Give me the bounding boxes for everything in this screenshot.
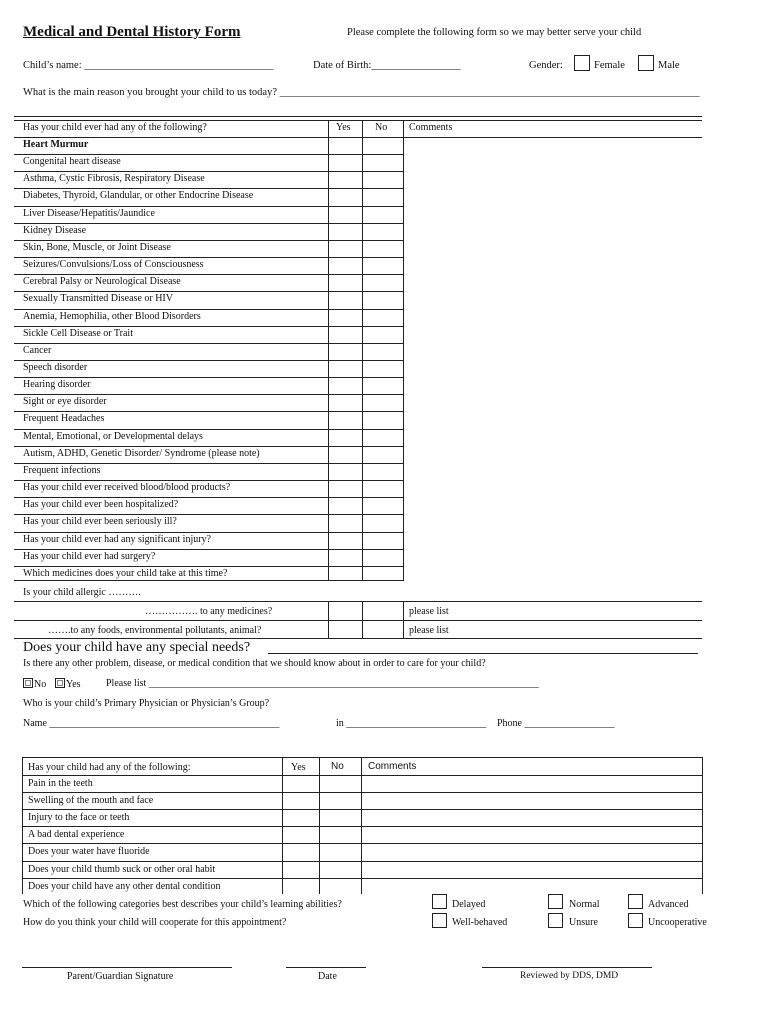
allergy-medicines-label: ……………. to any medicines? <box>145 606 273 617</box>
cooperate-question: How do you think your child will cooperate for this appointment? <box>23 917 287 928</box>
table-row-divider <box>22 809 703 810</box>
learning-delayed-checkbox[interactable] <box>432 894 447 909</box>
please-list-field[interactable]: Please list ______________________________________________________________________________ <box>106 678 539 689</box>
physician-question: Who is your child’s Primary Physician or Physician’s Group? <box>23 698 270 709</box>
yes-checkbox[interactable] <box>55 678 65 688</box>
table-border <box>14 116 702 117</box>
physician-phone-field[interactable]: Phone __________________ <box>497 718 615 729</box>
medical-row-label: Sight or eye disorder <box>23 396 107 408</box>
medical-row-label: Which medicines does your child take at this time? <box>23 567 228 579</box>
special-needs-line[interactable] <box>268 653 698 654</box>
medical-row-label: Frequent infections <box>23 464 101 476</box>
gender-label: Gender: <box>529 60 563 71</box>
medical-row-label: Diabetes, Thyroid, Glandular, or other Endocrine Disease <box>23 190 254 202</box>
cooperate-unsure-label: Unsure <box>569 917 598 928</box>
parent-signature-label: Parent/Guardian Signature <box>67 971 174 982</box>
parent-signature-line[interactable] <box>22 967 232 968</box>
medical-row-label: Has your child ever been seriously ill? <box>23 516 177 528</box>
medical-table-header-comments: Comments <box>409 122 453 133</box>
table-row-divider <box>14 360 404 361</box>
allergy-medicines-list[interactable]: please list <box>409 606 449 617</box>
dental-row-label: Does your child thumb suck or other oral habit <box>28 863 216 875</box>
table-row-divider <box>14 497 404 498</box>
table-row-divider <box>14 154 404 155</box>
cooperate-uncooperative-checkbox[interactable] <box>628 913 643 928</box>
learning-question: Which of the following categories best describes your child’s learning abilities? <box>23 899 342 910</box>
table-border <box>14 601 702 602</box>
table-row-divider <box>14 309 404 310</box>
male-label: Male <box>658 60 680 71</box>
medical-row-label: Autism, ADHD, Genetic Disorder/ Syndrome (please note) <box>23 447 260 459</box>
table-row-divider <box>14 480 404 481</box>
date-label: Date <box>318 971 337 982</box>
table-row-divider <box>14 463 404 464</box>
medical-row-label: Seizures/Convulsions/Loss of Consciousness <box>23 259 204 270</box>
reviewed-line[interactable] <box>482 967 652 968</box>
other-problem-yes[interactable] <box>55 678 81 690</box>
table-border <box>14 580 404 581</box>
medical-row-label: Cerebral Palsy or Neurological Disease <box>23 276 181 288</box>
medical-row-label: Sickle Cell Disease or Trait <box>23 327 133 339</box>
table-row-divider <box>14 411 404 412</box>
medical-row-label: Sexually Transmitted Disease or HIV <box>23 293 173 305</box>
medical-row-label: Skin, Bone, Muscle, or Joint Disease <box>23 241 171 253</box>
table-row-divider <box>22 843 703 844</box>
learning-normal-checkbox[interactable] <box>548 894 563 909</box>
table-row-divider <box>22 792 703 793</box>
table-border <box>14 638 702 639</box>
cooperate-wellbehaved-checkbox[interactable] <box>432 913 447 928</box>
table-row-divider <box>14 446 404 447</box>
form-subtitle: Please complete the following form so we may better serve your child <box>347 27 642 38</box>
yes-label: Yes <box>66 679 81 690</box>
learning-normal-label: Normal <box>569 899 600 910</box>
no-label: No <box>34 679 47 690</box>
reason-field[interactable]: What is the main reason you brought your child to us today? ________________________________________________________________________________ <box>23 87 700 98</box>
physician-name-field[interactable]: Name ______________________________________________ <box>23 718 280 729</box>
reviewed-label: Reviewed by DDS, DMD <box>520 971 619 981</box>
table-row-divider <box>22 826 703 827</box>
dental-table-header-question: Has your child had any of the following: <box>28 762 191 773</box>
medical-row-label: Has your child ever had surgery? <box>23 550 156 562</box>
table-border <box>14 120 702 121</box>
table-row-divider <box>14 223 404 224</box>
table-row-divider <box>22 878 703 879</box>
no-checkbox[interactable] <box>23 678 33 688</box>
table-row-divider <box>14 274 404 275</box>
medical-row-label: Hearing disorder <box>23 379 91 391</box>
learning-delayed-label: Delayed <box>452 899 486 910</box>
table-row-divider <box>14 429 404 430</box>
dental-row-label: Does your child have any other dental condition <box>28 880 221 892</box>
table-row-divider <box>14 137 702 138</box>
dental-row-label: Pain in the teeth <box>28 778 93 789</box>
special-needs-question: Does your child have any special needs? <box>23 640 251 655</box>
female-checkbox[interactable] <box>574 55 590 71</box>
medical-row-label: Has your child ever been hospitalized? <box>23 499 179 511</box>
table-row-divider <box>14 326 404 327</box>
learning-advanced-checkbox[interactable] <box>628 894 643 909</box>
dental-row-label: A bad dental experience <box>28 829 125 841</box>
male-checkbox[interactable] <box>638 55 654 71</box>
table-border <box>22 757 703 758</box>
medical-row-label: Kidney Disease <box>23 224 87 236</box>
table-row-divider <box>14 532 404 533</box>
table-row-divider <box>14 206 404 207</box>
table-row-divider <box>14 291 404 292</box>
table-row-divider <box>14 514 404 515</box>
table-row-divider <box>14 566 404 567</box>
medical-row-label: Liver Disease/Hepatitis/Jaundice <box>23 207 155 219</box>
dob-field[interactable]: Date of Birth:_________________ <box>313 60 461 71</box>
date-line[interactable] <box>286 967 366 968</box>
allergy-foods-list[interactable]: please list <box>409 625 449 636</box>
learning-advanced-label: Advanced <box>648 899 689 910</box>
table-row-divider <box>14 257 404 258</box>
dental-table-header-comments: Comments <box>368 761 417 772</box>
medical-table-header-no: No <box>375 122 388 133</box>
medical-row-label: Has your child ever had any significant injury? <box>23 533 211 545</box>
medical-row-label: Mental, Emotional, or Developmental delays <box>23 430 203 442</box>
table-row-divider <box>14 377 404 378</box>
other-problem-no[interactable] <box>23 678 46 690</box>
form-title: Medical and Dental History Form <box>23 24 241 40</box>
table-row-divider <box>14 394 404 395</box>
dental-row-label: Swelling of the mouth and face <box>28 795 154 807</box>
table-row-divider <box>14 240 404 241</box>
child-name-field[interactable]: Child’s name: ____________________________________ <box>23 60 274 71</box>
other-problem-question: Is there any other problem, disease, or medical condition that we should know about in order to care for your child? <box>23 658 486 669</box>
medical-row-label: Heart Murmur <box>23 139 89 150</box>
dental-table-header-no: No <box>331 761 344 772</box>
dental-table-header-yes: Yes <box>291 762 306 773</box>
medical-table-header-yes: Yes <box>336 122 351 133</box>
medical-row-label: Congenital heart disease <box>23 156 121 168</box>
allergic-label: Is your child allergic ………. <box>23 587 141 598</box>
cooperate-wellbehaved-label: Well-behaved <box>452 917 508 928</box>
physician-location-field[interactable]: in ____________________________ <box>336 718 487 729</box>
table-row-divider <box>14 549 404 550</box>
medical-row-label: Frequent Headaches <box>23 413 105 425</box>
table-border <box>14 620 702 621</box>
medical-row-label: Asthma, Cystic Fibrosis, Respiratory Disease <box>23 173 205 185</box>
cooperate-uncooperative-label: Uncooperative <box>648 917 707 928</box>
dental-row-label: Injury to the face or teeth <box>28 812 130 824</box>
table-row-divider <box>22 775 703 776</box>
table-row-divider <box>14 188 404 189</box>
allergy-foods-label: …….to any foods, environmental pollutants, animal? <box>48 625 262 636</box>
table-row-divider <box>22 861 703 862</box>
dental-row-label: Does your water have fluoride <box>28 846 150 858</box>
female-label: Female <box>594 60 625 71</box>
table-row-divider <box>14 343 404 344</box>
medical-row-label: Anemia, Hemophilia, other Blood Disorders <box>23 310 201 322</box>
table-row-divider <box>14 171 404 172</box>
medical-row-label: Has your child ever received blood/blood products? <box>23 482 231 493</box>
cooperate-unsure-checkbox[interactable] <box>548 913 563 928</box>
medical-row-label: Cancer <box>23 344 52 356</box>
medical-row-label: Speech disorder <box>23 361 88 373</box>
medical-table-header-question: Has your child ever had any of the following? <box>23 122 207 133</box>
